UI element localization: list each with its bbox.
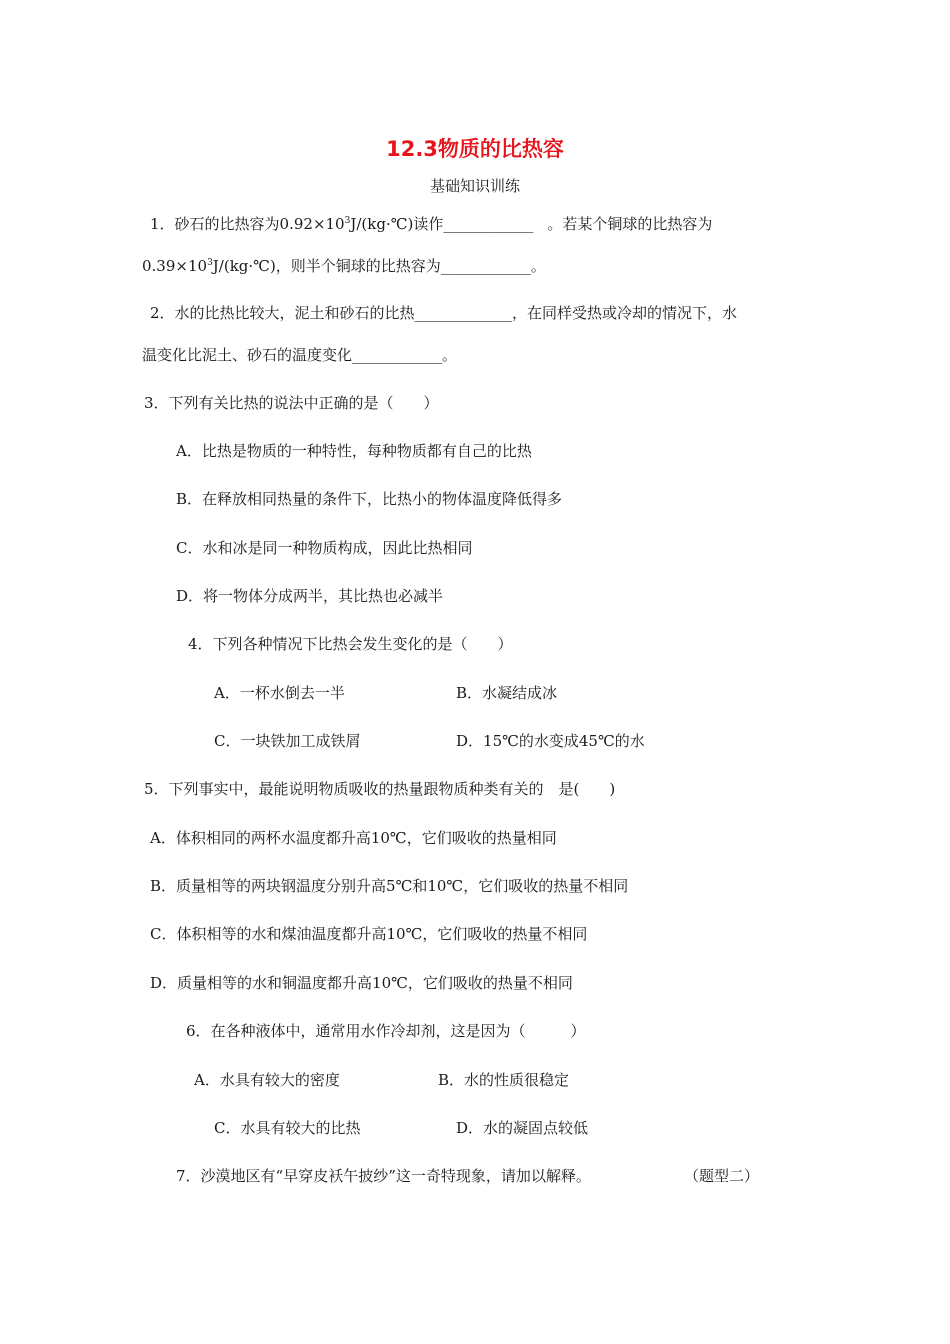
question-4-option-d[interactable]: D．15℃的水变成45℃的水 [456, 732, 645, 750]
question-2-line-2 [142, 345, 457, 365]
section-subtitle: 基础知识训练 [429, 177, 520, 195]
q1-text-e: J/(kg·℃)，则半个铜球的比热容为 [212, 257, 441, 275]
q1-text-d: 0.39×10 [142, 257, 208, 275]
q1-exponent-2: 3 [207, 258, 213, 268]
page-title: 12.3物质的比热容 [386, 137, 564, 161]
question-1-line-1 [150, 214, 712, 234]
question-5-option-b[interactable]: B．质量相等的两块钢温度分别升高5℃和10℃，它们吸收的热量不相同 [150, 877, 629, 895]
question-5-option-d[interactable]: D．质量相等的水和铜温度都升高10℃，它们吸收的热量不相同 [150, 974, 573, 992]
question-3-stem: 3．下列有关比热的说法中正确的是（ ） [144, 394, 439, 412]
q1-text-b: J/(kg·℃)读作 [350, 215, 444, 233]
q1-text-a: 1．砂石的比热容为0.92×10 [150, 215, 345, 233]
question-4-option-c[interactable]: C．一块铁加工成铁屑 [214, 732, 361, 750]
question-6-option-b[interactable]: B．水的性质很稳定 [438, 1071, 570, 1089]
q2-text-d: 。 [442, 346, 458, 364]
q2-text-a: 2．水的比热比较大，泥土和砂石的比热 [150, 304, 415, 322]
question-3-option-c[interactable]: C．水和冰是同一种物质构成，因此比热相同 [176, 539, 473, 557]
question-7-type-tag: （题型二） [684, 1167, 760, 1185]
question-4-stem: 4．下列各种情况下比热会发生变化的是（ ） [188, 635, 513, 653]
q1-exponent-1: 3 [344, 216, 351, 226]
question-4-option-b[interactable]: B．水凝结成冰 [456, 684, 558, 702]
question-5-option-a[interactable]: A．体积相同的两杯水温度都升高10℃，它们吸收的热量相同 [150, 829, 557, 847]
question-1-line-2 [142, 256, 546, 276]
q2-answer-blank-1[interactable]: _____________ [414, 304, 513, 322]
question-3-option-d[interactable]: D．将一物体分成两半，其比热也必减半 [176, 587, 444, 605]
question-7-stem: 7．沙漠地区有“早穿皮袄午披纱”这一奇特现象，请加以解释。 [176, 1167, 591, 1185]
q1-text-c: 。若某个铜球的比热容为 [547, 215, 713, 233]
question-6-option-d[interactable]: D．水的凝固点较低 [456, 1119, 589, 1137]
question-2-line-1 [150, 303, 737, 323]
q2-text-c: 温变化比泥土、砂石的温度变化 [142, 346, 353, 364]
q2-answer-blank-2[interactable]: ____________ [352, 346, 443, 364]
question-6-option-c[interactable]: C．水具有较大的比热 [214, 1119, 361, 1137]
q1-text-f: 。 [530, 257, 546, 275]
question-6-option-a[interactable]: A．水具有较大的密度 [194, 1071, 340, 1089]
question-3-option-b[interactable]: B．在释放相同热量的条件下，比热小的物体温度降低得多 [176, 490, 563, 508]
q1-answer-blank-2[interactable]: ____________ [440, 257, 531, 275]
q1-answer-blank-1[interactable]: ____________ [443, 215, 534, 233]
question-4-option-a[interactable]: A．一杯水倒去一半 [214, 684, 345, 702]
q2-text-b: ，在同样受热或冷却的情况下，水 [512, 304, 738, 322]
question-5-option-c[interactable]: C．体积相等的水和煤油温度都升高10℃，它们吸收的热量不相同 [150, 925, 588, 943]
question-3-option-a[interactable]: A．比热是物质的一种特性，每种物质都有自己的比热 [176, 442, 532, 460]
question-6-stem: 6．在各种液体中，通常用水作冷却剂，这是因为（ ） [186, 1022, 586, 1040]
question-5-stem: 5．下列事实中，最能说明物质吸收的热量跟物质种类有关的 是( ) [144, 780, 616, 798]
